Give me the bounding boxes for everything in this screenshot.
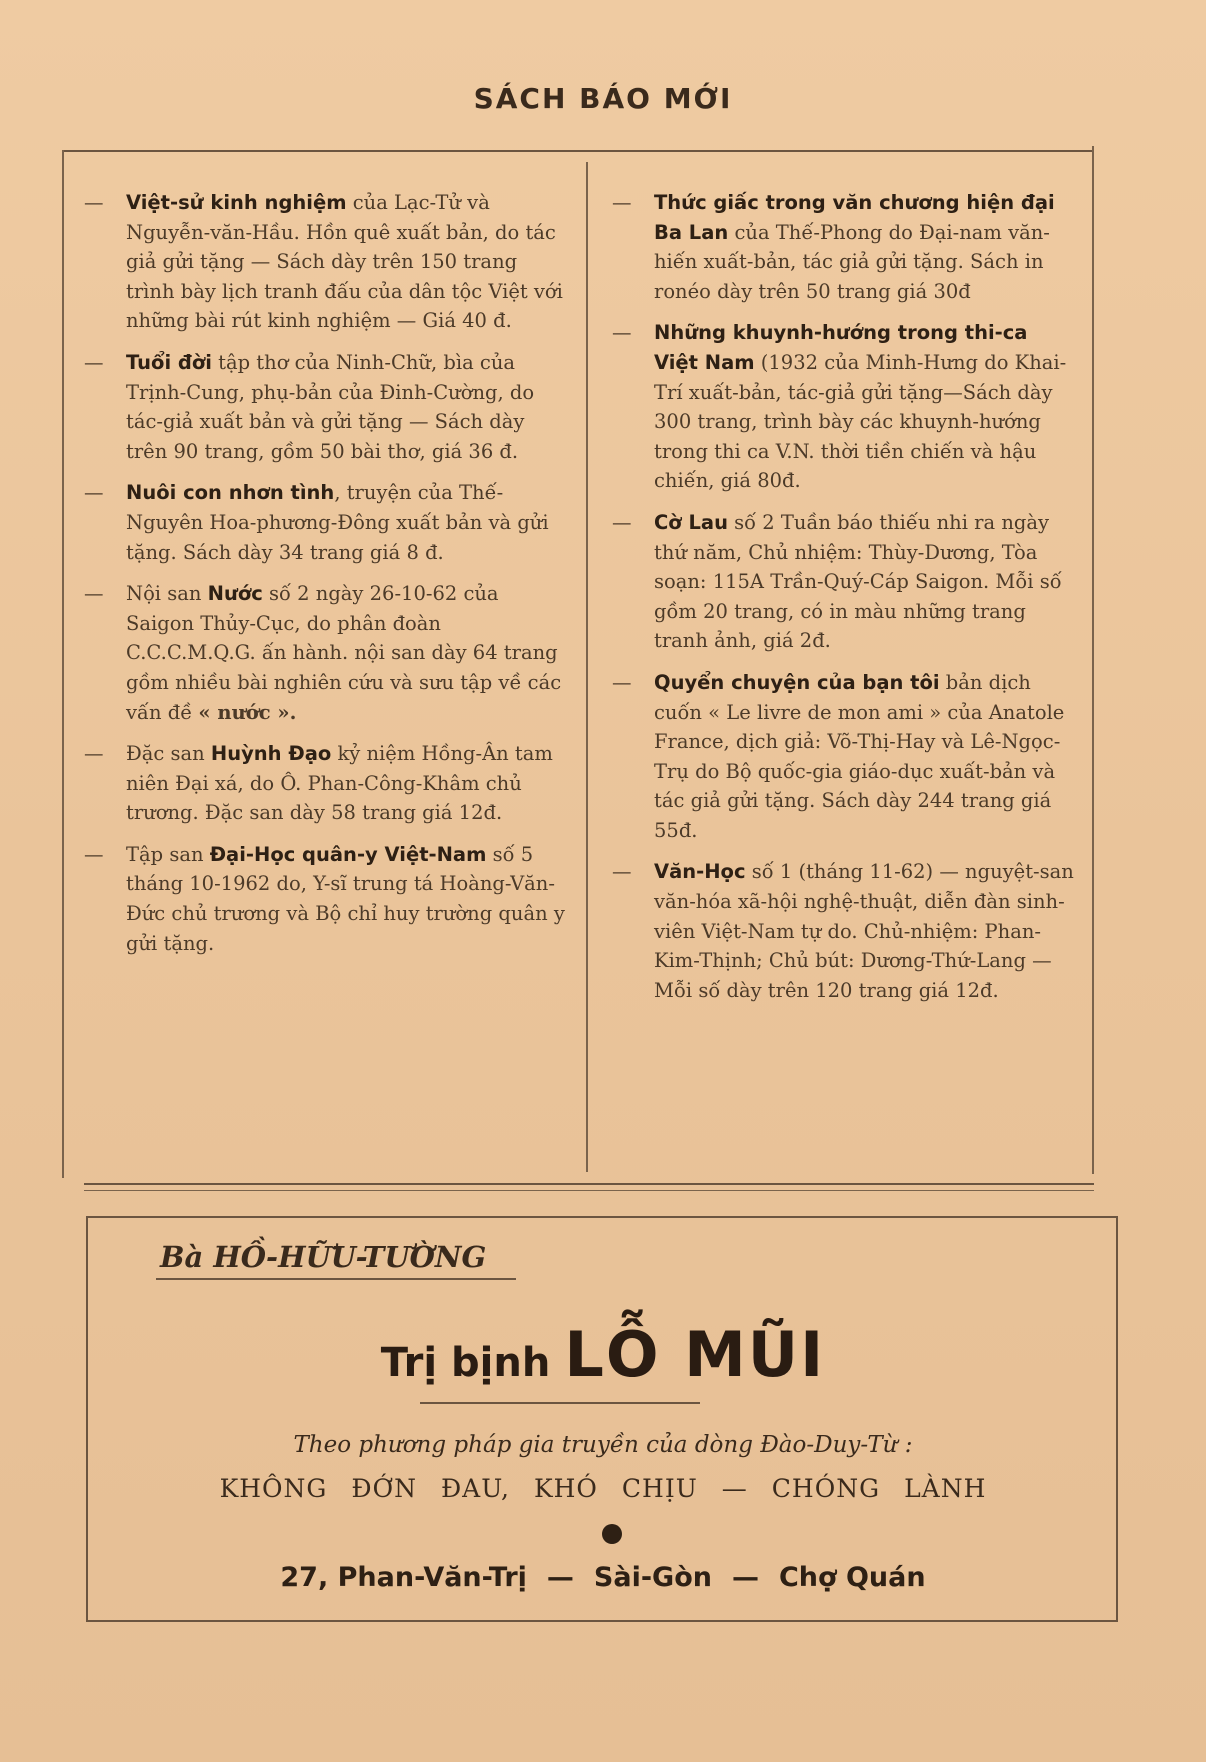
bottom-rule-thin: [84, 1190, 1094, 1191]
entry-text: (1932 của Minh-Hưng do Khai-Trí xuất-bản, tác-giả gửi tặng—Sách dày 300 trang, trình bày các khuynh-hướng trong thi ca V.N. thời tiền chiến và hậu chiến, giá 80đ.: [654, 350, 1067, 493]
entry-dash: —: [612, 670, 632, 694]
entry-title: Việt-sử kinh nghiệm: [126, 191, 347, 214]
book-entry: [612, 508, 1076, 656]
bottom-rule: [84, 1183, 1094, 1185]
book-entry: [612, 188, 1076, 306]
entry-text: kỷ niệm Hồng-Ân tam niên Đại xá, do Ô. Phan-Công-Khâm chủ trương. Đặc san dày 58 trang giá 12đ.: [126, 742, 553, 825]
entry-title: Thức giấc trong văn chương hiện đại Ba Lan: [654, 191, 1055, 244]
entry-prefix: Tập san: [126, 842, 204, 866]
entry-dash: —: [612, 860, 632, 884]
entry-prefix: Nội san: [126, 582, 202, 606]
entry-title: Huỳnh Đạo: [210, 742, 332, 766]
entry-title: Những khuynh-hướng trong thi-ca Việt Nam: [654, 321, 1028, 374]
ad-address: [0, 1562, 1206, 1593]
ad-claim-word: —: [721, 1474, 748, 1503]
page-title: SÁCH BÁO MỚI: [473, 82, 733, 115]
entry-dash: —: [84, 842, 104, 866]
ad-claim-word: KHÓ: [533, 1474, 598, 1503]
ad-claim-word: ĐỚN: [351, 1474, 417, 1503]
entry-dash: —: [84, 481, 104, 505]
address-sep: —: [546, 1562, 574, 1593]
entry-text: , truyện của Thế-Nguyên Hoa-phương-Đông xuất bản và gửi tặng. Sách dày 34 trang giá 8 đ.: [126, 481, 549, 564]
entry-text: của Lạc-Tử và Nguyễn-văn-Hầu. Hồn quê xuất bản, do tác giả gửi tặng — Sách dày trên 150 trang trình bày lịch tranh đấu của dân tộc Việt với những bài rút kinh nghiệm — Giá 40 đ.: [126, 191, 563, 333]
entry-prefix: Đặc san: [126, 742, 205, 766]
ad-method: Theo phương pháp gia truyền của dòng Đào-Duy-Từ :: [293, 1432, 913, 1458]
book-entry: [84, 188, 566, 336]
address-city: Sài-Gòn: [593, 1562, 712, 1593]
entry-dash: —: [84, 742, 104, 766]
right-column-border: [1092, 146, 1094, 1174]
entry-title: Cờ Lau: [654, 510, 728, 534]
entry-title: Quyển chuyện của bạn tôi: [654, 670, 940, 694]
entry-text: bản dịch cuốn « Le livre de mon ami » của Anatole France, dịch giả: Võ-Thị-Hay và Lê-Ngọc-Trụ do Bộ quốc-gia giáo-dục xuất-bản và tác giả gửi tặng. Sách dày 244 trang giá 55đ.: [654, 670, 1065, 842]
entry-text: tập thơ của Ninh-Chữ, bìa của Trịnh-Cung, phụ-bản của Đinh-Cường, do tác-giả xuất bản và gửi tặng — Sách dày trên 90 trang, gồm 50 bài thơ, giá 36 đ.: [126, 350, 535, 463]
entry-title: Nuôi con nhơn tình: [126, 481, 335, 505]
ad-claim-word: KHÔNG: [219, 1474, 328, 1503]
ad-claims: [0, 1474, 1206, 1503]
entry-title: Tuổi đời: [126, 350, 212, 374]
ad-title-big: LỖ MŨI: [564, 1318, 826, 1391]
top-rule: [62, 150, 1092, 152]
entry-text: số 1 (tháng 11-62) — nguyệt-san văn-hóa xã-hội nghệ-thuật, diễn đàn sinh-viên Việt-Nam tự do. Chủ-nhiệm: Phan-Kim-Thịnh; Chủ bút: Dương-Thứ-Lang — Mỗi số dày trên 120 trang giá 12đ.: [654, 860, 1074, 1002]
entry-dash: —: [612, 191, 632, 214]
ad-title-small: Trị bịnh: [380, 1340, 551, 1386]
ad-claim-word: CHỊU: [621, 1474, 698, 1503]
ad-claim-word: LÀNH: [904, 1474, 987, 1503]
book-entry: [612, 668, 1076, 846]
left-column-border: [62, 150, 64, 1178]
ad-practitioner-name: Bà HỒ-HỮU-TƯỜNG: [160, 1240, 487, 1274]
entry-text: của Thế-Phong do Đại-nam văn-hiến xuất-bản, tác giả gửi tặng. Sách in ronéo dày trên 50 trang giá 30đ: [654, 220, 1050, 303]
middle-column-border: [586, 162, 588, 1172]
entry-text: số 2 Tuần báo thiếu nhi ra ngày thứ năm, Chủ nhiệm: Thùy-Dương, Tòa soạn: 115A Trần-Quý-Cáp Saigon. Mỗi số gồm 20 trang, có in màu những trang tranh ảnh, giá 2đ.: [654, 510, 1062, 653]
entry-text: số 5 tháng 10-1962 do, Y-sĩ trung tá Hoàng-Văn-Đức chủ trương và Bộ chỉ huy trường quân y gửi tặng.: [126, 842, 565, 955]
address-sep: —: [731, 1562, 759, 1593]
book-entry: [84, 579, 566, 727]
entry-dash: —: [84, 350, 104, 374]
ad-name-underline: [156, 1278, 516, 1280]
entry-dash: —: [612, 510, 632, 534]
book-entry: [84, 478, 566, 567]
book-entry: [84, 739, 566, 828]
entry-dash: —: [84, 582, 104, 606]
entry-dash: —: [612, 321, 632, 345]
book-entry: [84, 348, 566, 466]
book-entry: [612, 857, 1076, 1005]
book-entry: [612, 318, 1076, 496]
right-column: [612, 188, 1076, 1017]
book-entry: [84, 840, 566, 958]
entry-title: Văn-Học: [654, 860, 746, 884]
entry-quote: « nước ».: [198, 700, 297, 724]
ad-claim-word: ĐAU,: [440, 1474, 510, 1503]
ad-claim-word: CHÓNG: [771, 1474, 881, 1503]
entry-dash: —: [84, 191, 104, 214]
entry-title: Đại-Học quân-y Việt-Nam: [209, 842, 487, 866]
address-district: Chợ Quán: [778, 1562, 926, 1593]
ad-title-underline: [420, 1402, 700, 1404]
left-column: [84, 188, 566, 970]
bullet-dot: [602, 1524, 622, 1544]
ad-title: [0, 1318, 1206, 1391]
entry-title: Nước: [207, 582, 263, 606]
entry-text: số 2 ngày 26-10-62 của Saigon Thủy-Cục, do phân đoàn C.C.C.M.Q.G. ấn hành. nội san dày 64 trang gồm nhiều bài nghiên cứu và sưu tập về các vấn đề: [126, 582, 562, 724]
address-street: 27, Phan-Văn-Trị: [280, 1562, 527, 1593]
